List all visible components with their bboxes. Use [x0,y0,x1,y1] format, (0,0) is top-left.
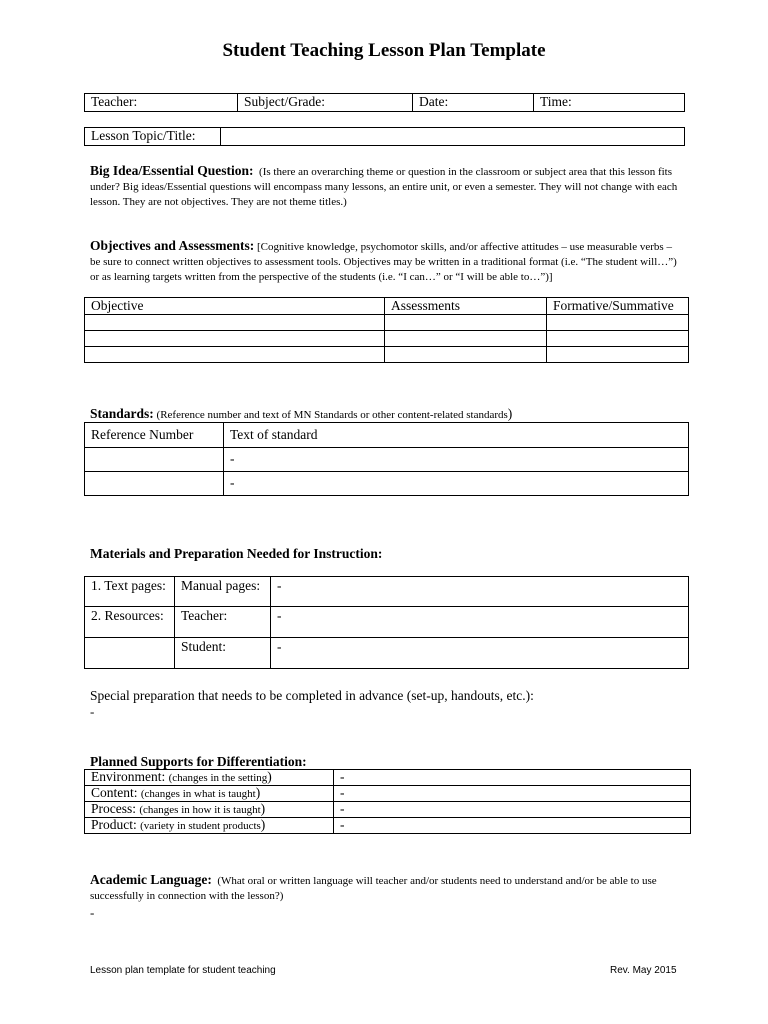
materials-section [90,545,685,563]
teacher-label: Teacher: [175,607,271,638]
text-pages-label: 1. Text pages: [85,577,175,607]
table-row [85,331,689,347]
table-cell[interactable] [85,472,224,496]
table-row [85,638,689,669]
objective-column-header: Objective [85,298,385,315]
process-label: Process: (changes in how it is taught) [85,802,334,818]
lesson-topic-table [84,127,685,146]
manual-pages-label: Manual pages: [175,577,271,607]
table-cell[interactable] [85,347,385,363]
table-cell[interactable]: - [224,472,689,496]
academic-language-heading: Academic Language: [90,872,212,887]
reference-number-column-header: Reference Number [85,423,224,448]
resources-label: 2. Resources: [85,607,175,638]
student-materials-value[interactable]: - [271,638,689,669]
table-cell[interactable] [547,331,689,347]
table-row [85,818,691,834]
table-row [85,607,689,638]
table-row [85,770,691,786]
objectives-section [90,237,685,285]
table-row [85,577,689,607]
objectives-text: [Cognitive knowledge, psychomotor skills, and/or affective attitudes – use measurable verbs – be sure to connect written objectives to assessment tools. Objectives may be written in a traditional format (i.e. “The student will…”) or as learning targets written from the perspective of the students (i.e. “I can…” or “I will be able to…”)] [90,241,677,284]
special-prep-section [90,688,534,720]
academic-language-dash[interactable]: - [90,905,95,921]
text-of-standard-column-header: Text of standard [224,423,689,448]
header-table [84,93,685,112]
content-label: Content: (changes in what is taught) [85,786,334,802]
table-cell[interactable] [385,315,547,331]
table-cell [85,638,175,669]
teacher-materials-value[interactable]: - [271,607,689,638]
lesson-topic-label: Lesson Topic/Title: [85,128,221,146]
table-row [85,472,689,496]
student-label: Student: [175,638,271,669]
product-value[interactable]: - [334,818,691,834]
footer-right: Rev. May 2015 [610,965,677,976]
date-field[interactable]: Date: [413,94,534,112]
table-cell[interactable] [85,331,385,347]
table-cell[interactable] [385,331,547,347]
differentiation-table [84,769,691,834]
standards-text-close: ) [507,406,513,421]
table-row [85,347,689,363]
formative-summative-column-header: Formative/Summative [547,298,689,315]
page-title: Student Teaching Lesson Plan Template [222,40,546,61]
footer-left: Lesson plan template for student teaching [90,965,276,976]
standards-text: (Reference number and text of MN Standards or other content-related standards [156,409,508,421]
academic-language-text: (What oral or written language will teacher and/or students need to understand and/or be able to use successfully in connection with the lesson?) [90,875,657,903]
standards-table [84,422,689,496]
environment-value[interactable]: - [334,770,691,786]
materials-heading: Materials and Preparation Needed for Instruction: [90,546,383,561]
content-value[interactable]: - [334,786,691,802]
special-prep-text: Special preparation that needs to be completed in advance (set-up, handouts, etc.): [90,688,534,703]
process-value[interactable]: - [334,802,691,818]
big-idea-section [90,162,685,210]
table-cell[interactable] [85,448,224,472]
differentiation-heading: Planned Supports for Differentiation: [90,754,307,769]
materials-table [84,576,689,669]
time-field[interactable]: Time: [534,94,685,112]
table-row [85,786,691,802]
special-prep-dash[interactable]: - [90,704,95,720]
table-row [85,448,689,472]
objectives-heading: Objectives and Assessments: [90,238,255,253]
standards-section [90,405,685,423]
table-cell[interactable] [85,315,385,331]
big-idea-text: (Is there an overarching theme or question in the classroom or subject area that this lesson fits under? Big ideas/Essential questions will encompass many lessons, an entire unit, or even a semester. They will not change with each lesson. They are not objectives. They are not theme titles.) [90,166,678,209]
table-cell[interactable] [547,347,689,363]
assessments-column-header: Assessments [385,298,547,315]
product-label: Product: (variety in student products) [85,818,334,834]
manual-pages-value[interactable]: - [271,577,689,607]
table-row [85,315,689,331]
standards-heading: Standards: [90,406,154,421]
academic-language-section [90,871,685,922]
table-row [85,802,691,818]
table-cell[interactable] [385,347,547,363]
table-cell[interactable]: - [224,448,689,472]
environment-label: Environment: (changes in the setting) [85,770,334,786]
big-idea-heading: Big Idea/Essential Question: [90,163,254,178]
objectives-table [84,297,689,363]
table-cell[interactable] [547,315,689,331]
teacher-field[interactable]: Teacher: [85,94,238,112]
lesson-topic-input[interactable] [221,128,685,146]
subject-grade-field[interactable]: Subject/Grade: [238,94,413,112]
